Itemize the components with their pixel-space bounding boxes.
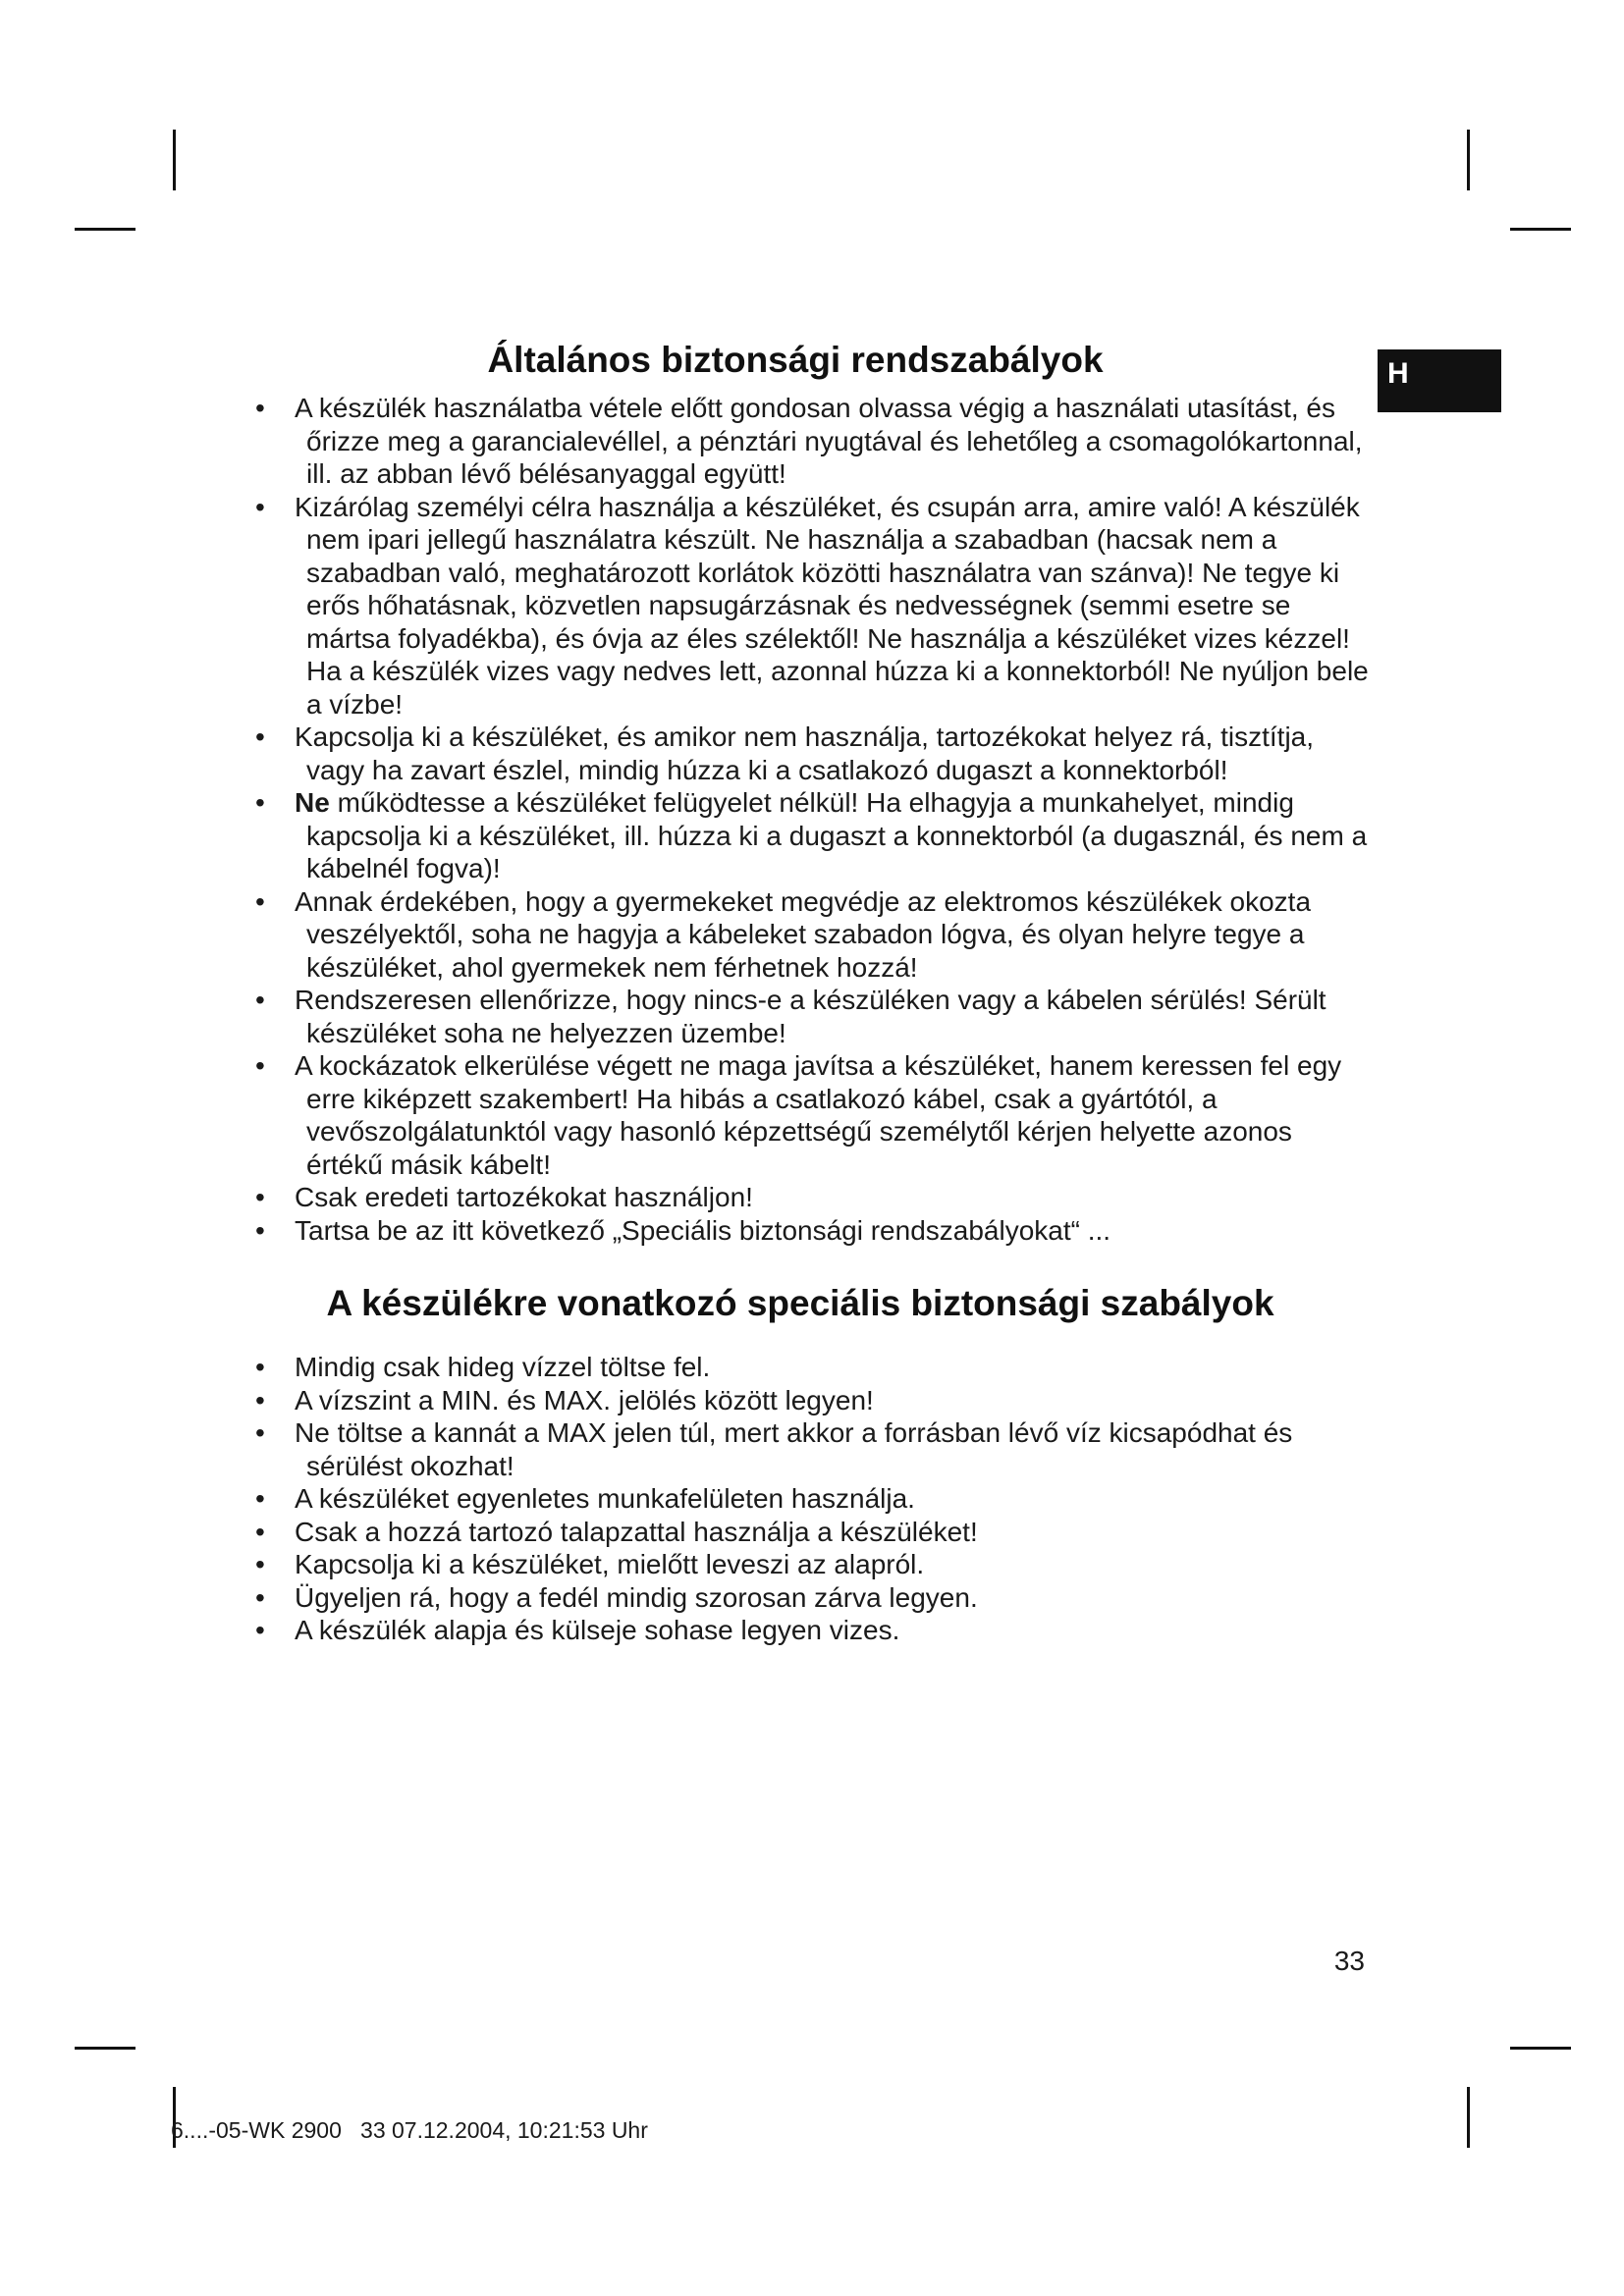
list-item-text: A készülék alapja és külseje sohase legyen vizes. [295, 1615, 900, 1645]
page-number: 33 [1333, 1946, 1365, 1976]
list-item-text: A készüléket egyenletes munkafelületen használja. [295, 1483, 915, 1514]
list-item-text: Mindig csak hideg vízzel töltse fel. [295, 1352, 711, 1382]
bullet-icon: • [255, 787, 265, 818]
general-safety-list [255, 392, 1375, 1247]
bullet-icon: • [255, 393, 265, 423]
language-tab [1378, 349, 1501, 412]
crop-mark-bottom-right-vertical [1467, 2087, 1470, 2148]
list-item-text: A vízszint a MIN. és MAX. jelölés között legyen! [295, 1384, 874, 1415]
list-item [255, 1482, 1375, 1516]
list-item [255, 885, 1375, 985]
list-item-text: Csak eredeti tartozékokat használjon! [295, 1182, 753, 1212]
crop-mark-top-right-vertical [1467, 130, 1470, 190]
list-item-text: Kapcsolja ki a készüléket, mielőtt leveszi az alapról. [295, 1549, 925, 1579]
bullet-icon: • [255, 885, 265, 917]
crop-mark-top-right-horizontal [1510, 228, 1571, 231]
bullet-icon: • [255, 1483, 265, 1514]
list-item [255, 1581, 1375, 1615]
list-item-text: Kizárólag személyi célra használja a készüléket, és csupán arra, amire való! A készülék nem ipari jellegű használatra készült. Ne használja a szabadban (hacsak nem a szabadban való, meghatározott korlátok közötti használatra van szánva)! Ne tegye ki erős hőhatásnak, közvetlen napsugárzásnak és nedvességnek (semmi esetre se mártsa folyadékba), és óvja az éles szélektől! Ne használja a készüléket vizes kézzel! Ha a készülék vizes vagy nedves lett, azonnal húzza ki a konnektorból! Ne nyúljon bele a vízbe! [295, 491, 1369, 720]
bullet-icon: • [255, 1581, 265, 1613]
list-item [255, 984, 1375, 1049]
list-item [255, 721, 1375, 786]
bullet-icon: • [255, 1050, 265, 1081]
list-item [255, 1516, 1375, 1549]
print-footer: 6....-05-WK 2900 33 07.12.2004, 10:21:53 Uhr [171, 2117, 648, 2143]
list-item [255, 1548, 1375, 1581]
list-item [255, 1614, 1375, 1647]
bullet-icon: • [255, 1516, 265, 1547]
bullet-icon: • [255, 985, 265, 1015]
special-safety-title: A készülékre vonatkozó speciális biztonsági szabályok [326, 1283, 1274, 1323]
list-item-text: Annak érdekében, hogy a gyermekeket megvédje az elektromos készülékek okozta veszélyektől, soha ne hagyja a kábeleket szabadon lógva, és olyan helyre tegye a készüléket, ahol gyermekek nem férhetnek hozzá! [295, 885, 1312, 983]
list-item-text: Tartsa be az itt következő „Speciális biztonsági rendszabályokat“ ... [295, 1214, 1111, 1246]
list-item-text-rest: működtesse a készüléket felügyelet nélkül! Ha elhagyja a munkahelyet, mindig kapcsolja ki a készüléket, ill. húzza ki a dugaszt a konnektorból (a dugasznál, és nem a kábelnél fogva)! [306, 787, 1368, 883]
list-item-text [295, 786, 1375, 885]
crop-mark-top-left-vertical [173, 130, 176, 190]
list-item [255, 1351, 1375, 1384]
list-item-text: Csak a hozzá tartozó talapzattal használja a készüléket! [295, 1516, 978, 1547]
bullet-icon: • [255, 1615, 265, 1645]
bullet-icon: • [255, 491, 265, 522]
emphasis-text: Ne [295, 787, 330, 818]
list-item [255, 1416, 1375, 1482]
special-safety-list [255, 1351, 1375, 1647]
list-item [255, 1214, 1375, 1248]
crop-mark-bottom-right-horizontal [1510, 2047, 1571, 2050]
list-item [255, 786, 1375, 885]
list-item-text: A készülék használatba vétele előtt gondosan olvassa végig a használati utasítást, és őrizze meg a garancialevéllel, a pénztári nyugtával és lehetőleg a csomagolókartonnal, ill. az abban lévő bélésanyaggal együtt! [295, 393, 1363, 489]
crop-mark-bottom-left-horizontal [75, 2047, 135, 2050]
list-item [255, 491, 1375, 721]
list-item-text: Ügyeljen rá, hogy a fedél mindig szorosan zárva legyen. [295, 1581, 978, 1613]
bullet-icon: • [255, 721, 265, 752]
list-item [255, 392, 1375, 491]
bullet-icon: • [255, 1549, 265, 1579]
general-safety-title: Általános biztonsági rendszabályok [487, 340, 1104, 380]
bullet-icon: • [255, 1352, 265, 1382]
bullet-icon: • [255, 1182, 265, 1212]
crop-mark-top-left-horizontal [75, 228, 135, 231]
bullet-icon: • [255, 1417, 265, 1448]
list-item [255, 1384, 1375, 1417]
list-item-text: Ne töltse a kannát a MAX jelen túl, mert akkor a forrásban lévő víz kicsapódhat és sérülést okozhat! [295, 1417, 1293, 1481]
list-item-text: Rendszeresen ellenőrizze, hogy nincs-e a készüléken vagy a kábelen sérülés! Sérült készüléket soha ne helyezzen üzembe! [295, 985, 1326, 1048]
bullet-icon: • [255, 1384, 265, 1415]
list-item-text: Kapcsolja ki a készüléket, és amikor nem használja, tartozékokat helyez rá, tisztítja, vagy ha zavart észlel, mindig húzza ki a csatlakozó dugaszt a konnektorból! [295, 721, 1315, 785]
document-body [255, 339, 1375, 1647]
list-item-text: A kockázatok elkerülése végett ne maga javítsa a készüléket, hanem keressen fel egy erre kiképzett szakembert! Ha hibás a csatlakozó kábel, csak a gyártótól, a vevőszolgálatunktól vagy hasonló képzettségű személytől kérjen helyette azonos értékű másik kábelt! [295, 1050, 1342, 1180]
language-tab-label: H [1387, 357, 1409, 390]
list-item [255, 1049, 1375, 1181]
list-item [255, 1181, 1375, 1214]
bullet-icon: • [255, 1214, 265, 1246]
